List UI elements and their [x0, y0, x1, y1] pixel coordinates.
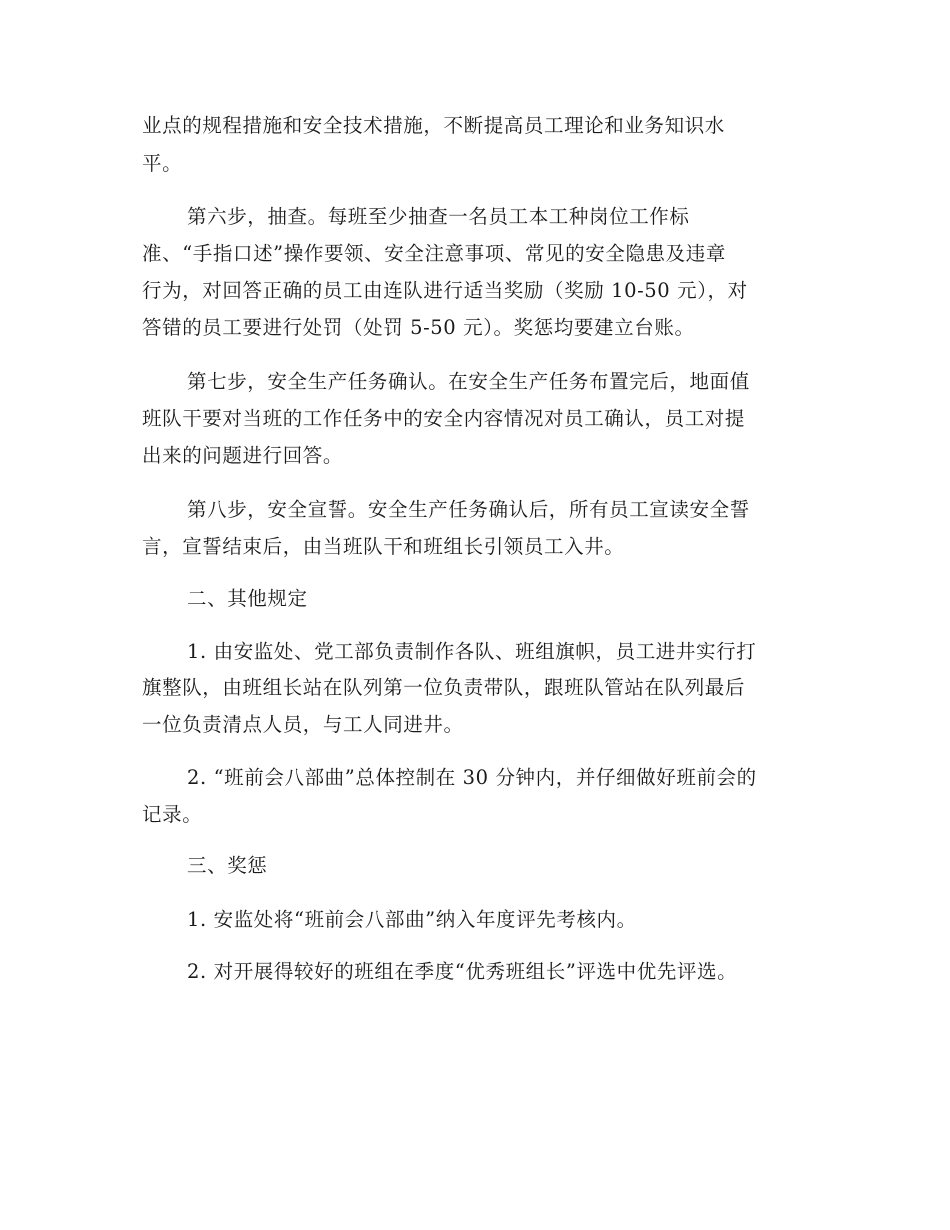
text-line: 出来的问题进行回答。	[142, 444, 344, 467]
text-line: 记录。	[142, 803, 203, 826]
rule-item-1: 1. 由安监处、党工部负责制作各队、班组旗帜，员工进井实行打	[187, 640, 757, 663]
text-line: 准、“手指口述”操作要领、安全注意事项、常见的安全隐患及违章	[142, 242, 726, 265]
text-line: 业点的规程措施和安全技术措施，不断提高员工理论和业务知识水	[142, 114, 725, 137]
section-heading-other-rules: 二、其他规定	[187, 587, 308, 610]
reward-item-2: 2. 对开展得较好的班组在季度“优秀班组长”评选中优先评选。	[187, 960, 738, 983]
text-line: 班队干要对当班的工作任务中的安全内容情况对员工确认，员工对提	[142, 407, 746, 430]
text-line: 行为，对回答正确的员工由连队进行适当奖励（奖励 10-50 元），对	[142, 279, 748, 302]
text-line: 平。	[142, 152, 183, 175]
paragraph-step-6: 第六步，抽查。每班至少抽查一名员工本工种岗位工作标	[187, 205, 690, 228]
rule-item-2: 2. “班前会八部曲”总体控制在 30 分钟内，并仔细做好班前会的	[187, 766, 757, 789]
section-heading-rewards: 三、奖惩	[187, 854, 268, 877]
text-line: 言，宣誓结束后，由当班队干和班组长引领员工入井。	[142, 535, 625, 558]
paragraph-step-8: 第八步，安全宣誓。安全生产任务确认后，所有员工宣读安全誓	[187, 498, 750, 521]
text-line: 答错的员工要进行处罚（处罚 5-50 元）。奖惩均要建立台账。	[142, 316, 695, 339]
paragraph-step-7: 第七步，安全生产任务确认。在安全生产任务布置完后，地面值	[187, 370, 750, 393]
text-line: 旗整队，由班组长站在队列第一位负责带队，跟班队管站在队列最后	[142, 676, 746, 699]
reward-item-1: 1. 安监处将“班前会八部曲”纳入年度评先考核内。	[187, 908, 637, 931]
text-line: 一位负责清点人员，与工人同进井。	[142, 713, 464, 736]
